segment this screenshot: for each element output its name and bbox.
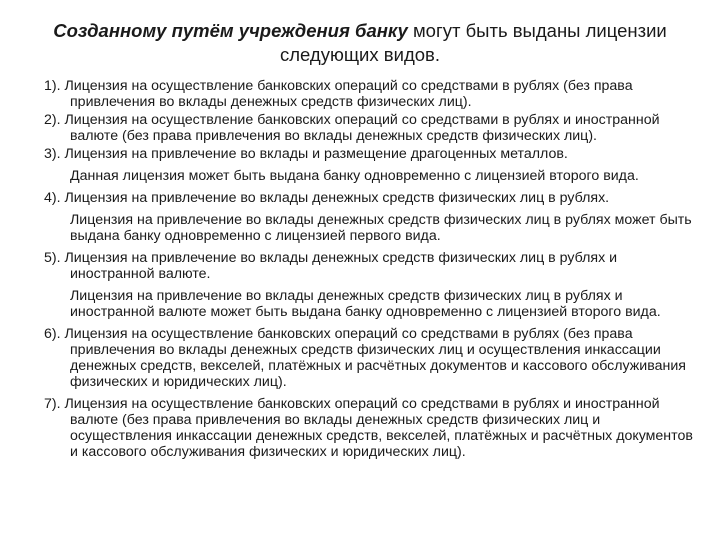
license-item-text: 5). Лицензия на привлечение во вклады денежных средств физических лиц в рублях и иностранной валюте. [44,250,618,282]
license-item-note: Данная лицензия может быть выдана банку одновременно с лицензией второго вида. [70,168,639,184]
license-item-1 [44,78,694,110]
license-item-text: 1). Лицензия на осуществление банковских операций со средствами в рублях (без права привлечения во вклады денежных средств физических лиц). [44,78,633,110]
slide-title [40,19,680,67]
license-item-3 [44,146,694,184]
license-item-text: 6). Лицензия на осуществление банковских операций со средствами в рублях (без права привлечения во вклады денежных средств физических лиц и осуществления инкассации денежных средств, векселей, платёжных и расчётных документов и кассового обслуживания физических и юридических лиц). [44,326,686,390]
title-emphasis: Созданному путём учреждения банку [53,20,408,41]
license-item-6 [44,326,694,390]
license-item-4 [44,190,694,244]
license-item-text: 3). Лицензия на привлечение во вклады и размещение драгоценных металлов. [44,146,568,162]
license-item-2 [44,112,694,144]
license-item-text: 4). Лицензия на привлечение во вклады денежных средств физических лиц в рублях. [44,190,610,206]
license-item-note: Лицензия на привлечение во вклады денежных средств физических лиц в рублях может быть выдана банку одновременно с лицензией первого вида. [70,212,692,244]
license-item-text: 2). Лицензия на осуществление банковских операций со средствами в рублях и иностранной валюте (без права привлечения во вклады денежных средств физических лиц). [44,112,660,144]
title-rest: могут быть выданы лицензии следующих видов. [279,20,667,65]
license-item-note: Лицензия на привлечение во вклады денежных средств физических лиц в рублях и иностранной валюте может быть выдана банку одновременно с лицензией второго вида. [70,288,661,320]
license-item-text: 7). Лицензия на осуществление банковских операций со средствами в рублях и иностранной валюте (без права привлечения во вклады денежных средств физических лиц и осуществления инкассации денежных средств, векселей, платёжных и расчётных документов и кассового обслуживания физических и юридических лиц). [44,396,693,460]
license-item-5 [44,250,694,320]
license-item-7 [44,396,694,460]
license-list [44,78,694,460]
